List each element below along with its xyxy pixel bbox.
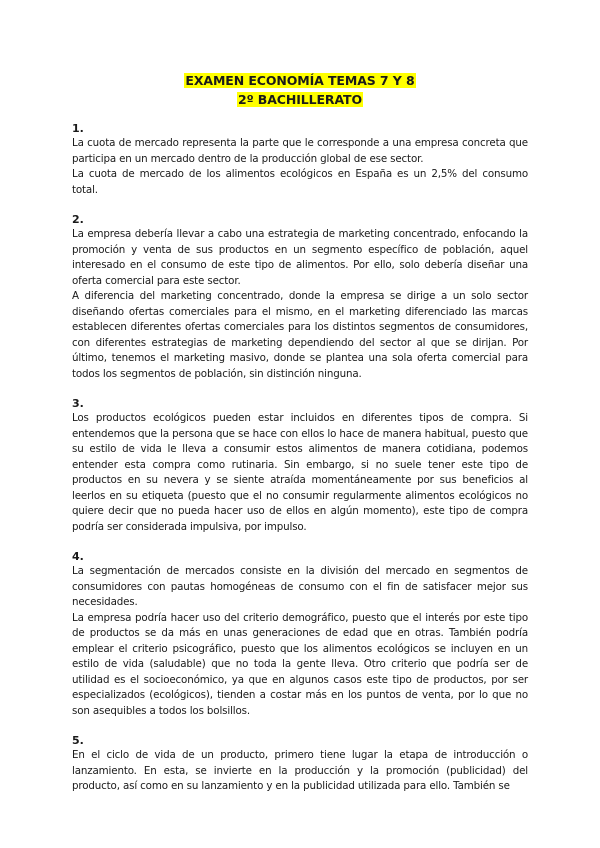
paragraph: La cuota de mercado de los alimentos ecológicos en España es un 2,5% del consumo total. (72, 168, 528, 196)
answer-section-1 (72, 121, 528, 198)
paragraph: La empresa debería llevar a cabo una estrategia de marketing concentrado, enfocando la promoción y venta de sus productos en un segmento específico de población, aquel interesado en el consumo de este tipo de alimentos. Por ello, solo debería diseñar una oferta comercial para este sector. (72, 228, 528, 287)
answer-section-5 (72, 733, 528, 795)
section-number: 5. (72, 734, 84, 747)
answer-section-4 (72, 549, 528, 719)
paragraph: Los productos ecológicos pueden estar incluidos en diferentes tipos de compra. Si entendemos que la persona que se hace con ellos lo hace de manera habitual, puesto que su estilo de vida le lleva a consumir estos alimentos de manera cotidiana, podemos entender esta compra como rutinaria. Sin embargo, si no suele tener este tipo de productos en su nevera y se siente atraída momentáneamente por sus beneficios al leerlos en su etiqueta (puesto que el no consumir regularmente alimentos ecológicos no quiere decir que no pueda hacer uso de ellos en algún momento), este tipo de compra podría ser considerada impulsiva, por impulso. (72, 412, 528, 533)
paragraph: En el ciclo de vida de un producto, primero tiene lugar la etapa de introducción o lanzamiento. En esta, se invierte en la producción y la promoción (publicidad) del producto, así como en su lanzamiento y en la publicidad utilizada para ello. También se (72, 749, 528, 792)
section-number: 3. (72, 397, 84, 410)
exam-title: EXAMEN ECONOMÍA TEMAS 7 Y 8 (185, 73, 415, 88)
paragraph: La empresa podría hacer uso del criterio demográfico, puesto que el interés por este tipo de productos se da más en unas generaciones de edad que en otras. También podría emplear el criterio psicográfico, puesto que los alimentos ecológicos se incluyen en un estilo de vida (saludable) que no toda la gente lleva. Otro criterio que podría ser de utilidad es el socioeconómico, ya que en algunos casos este tipo de productos, por ser especializados (ecológicos), tienden a costar más en los puntos de venta, por lo que no son asequibles a todos los bolsillos. (72, 611, 528, 717)
paragraph: A diferencia del marketing concentrado, donde la empresa se dirige a un solo sector diseñando ofertas comerciales para el mismo, en el marketing diferenciado las marcas establecen diferentes ofertas comerciales para los distintos segmentos de consumidores, con diferentes estrategias de marketing dependiendo del sector al que se dirijan. Por último, tenemos el marketing masivo, donde se plantea una sola oferta comercial para todos los segmentos de población, sin distinción ninguna. (72, 290, 528, 380)
section-number: 1. (72, 122, 84, 135)
paragraph: La segmentación de mercados consiste en la división del mercado en segmentos de consumidores con pautas homogéneas de consumo con el fin de satisfacer mejor sus necesidades. (72, 565, 528, 608)
answer-section-2 (72, 212, 528, 382)
title-block (0, 70, 600, 108)
paragraph: La cuota de mercado representa la parte que le corresponde a una empresa concreta que participa en un mercado dentro de la producción global de ese sector. (72, 137, 528, 165)
answer-section-3 (72, 396, 528, 535)
exam-subtitle: 2º BACHILLERATO (237, 92, 363, 107)
exam-content (72, 121, 528, 809)
section-number: 2. (72, 213, 84, 226)
section-number: 4. (72, 550, 84, 563)
